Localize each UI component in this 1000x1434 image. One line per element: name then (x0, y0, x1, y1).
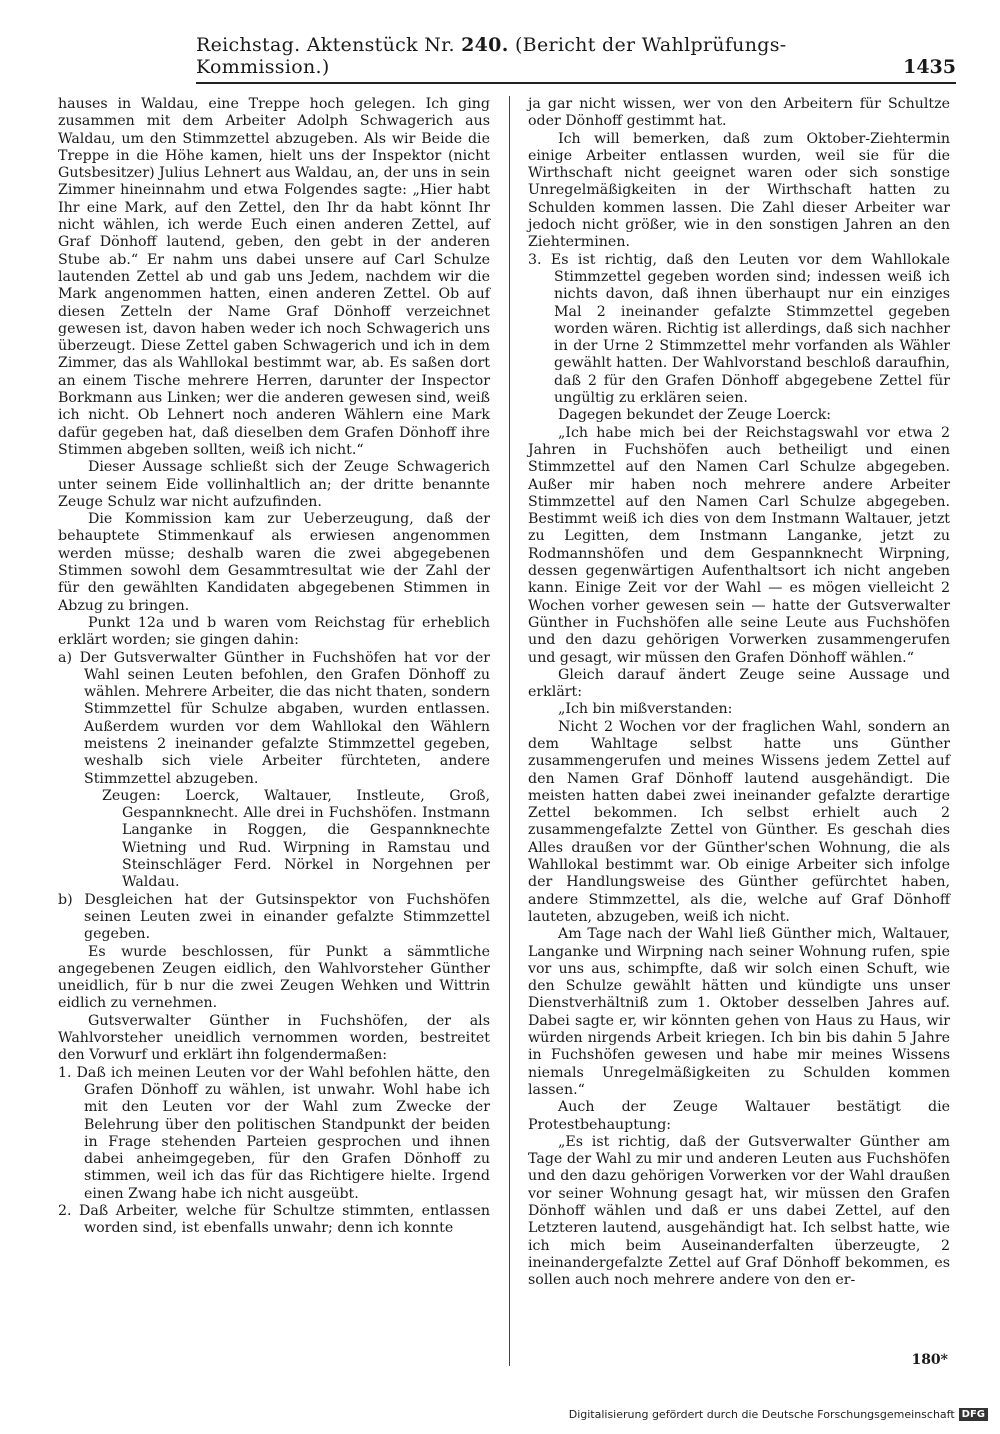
paragraph: Dieser Aussage schließt sich der Zeuge Schwagerich unter seinem Eide vollinhaltlich an; der dritte benannte Zeuge Schulz war nicht aufzufinden. (58, 459, 490, 510)
paragraph: Gutsverwalter Günther in Fuchshöfen, der als Wahlvorsteher uneidlich vernommen worden, bestreitet den Vorwurf und erklärt ihn folgendermaßen: (58, 1012, 490, 1064)
paragraph: Es wurde beschlossen, für Punkt a sämmtliche angegebenen Zeugen eidlich, den Wahlvorsteher Günther uneidlich, für b nur die zwei Zeugen Wehken und Wittrin eidlich zu vernehmen. (58, 943, 490, 1012)
quotation: „Es ist richtig, daß der Gutsverwalter Günther am Tage der Wahl zu mir und anderen Leuten aus Fuchshöfen und den dazu gehörigen Vorwerken vor der Wahl draußen vor seiner Wohnung gesagt hat, wir müssen den Grafen Dönhoff wählen und daß er uns dabei Zettel, auf den Letzteren lautend, ausgehändigt hat. Ich selbst hatte, wie ich mich beim Auseinanderfalten überzeugte, 2 ineinandergefalzte Zettel auf Graf Dönhoff bekommen, es sollen auch noch mehrere andere von den er- (528, 1133, 950, 1289)
paragraph: Auch der Zeuge Waltauer bestätigt die Protestbehauptung: (528, 1099, 950, 1133)
paragraph: Ich will bemerken, daß zum Oktober-Ziehtermin einige Arbeiter entlassen wurden, weil sie für die Wirthschaft nicht geeignet waren oder sich sonstige Unregelmäßigkeiten in der Wirthschaft hatten zu Schulden kommen lassen. Die Zahl dieser Arbeiter war jedoch nicht größer, wie in den sonstigen Jahren an den Ziehterminen. (528, 130, 950, 251)
list-item: 3. Es ist richtig, daß den Leuten vor dem Wahllokale Stimmzettel gegeben worden sind; indessen weiß ich nichts davon, daß ihnen überhaupt nur ein einziges Mal 2 ineinander gefalzte Stimmzettel gegeben worden wären. Richtig ist allerdings, daß sich nachher in der Urne 2 Stimmzettel mehr vorfanden als Wähler gewählt hatten. Der Wahlvorstand beschloß daraufhin, daß 2 für den Grafen Dönhoff abgegebene Zettel für ungültig zu erklären seien. (528, 251, 950, 407)
paragraph: Punkt 12a und b waren vom Reichstag für erheblich erklärt worden; sie gingen dahin: (58, 614, 490, 649)
quotation: „Ich bin mißverstanden: (558, 701, 733, 718)
left-column (58, 96, 490, 1238)
right-column (528, 96, 950, 1289)
paragraph: Dagegen bekundet der Zeuge Loerck: (558, 407, 832, 424)
running-title-prefix: Reichstag. Aktenstück Nr. (196, 34, 462, 56)
page-number: 1435 (903, 56, 956, 78)
quotation: Nicht 2 Wochen vor der fraglichen Wahl, sondern an dem Wahltage selbst hatte uns Günther zusammengerufen und meines Wissens jedem Zettel auf den Namen Graf Dönhoff lautend ausgehändigt. Die meisten hatten dabei zwei ineinander gefalzte derartige Zettel bekommen. Ich selbst erhielt auch 2 zusammengefalzte Zettel von Günther. Es geschah dies Alles draußen vor der Günther'schen Wohnung, die als Wahllokal bestimmt war. Ob einige Arbeiter sich infolge der Handlungsweise des Günther gefürchtet haben, andere Stimmzettel, als die, welche auf Graf Dönhoff lauteten, abzugeben, weiß ich nicht. (528, 718, 950, 925)
footer-credit: Digitalisierung gefördert durch die Deutsche Forschungsgemeinschaft (568, 1408, 955, 1421)
document-number: 240. (461, 34, 509, 56)
running-title-suffix: (Bericht der Wahlprüfungs-Kommission.) (196, 34, 787, 78)
list-item: 1. Daß ich meinen Leuten vor der Wahl befohlen hätte, den Grafen Dönhoff zu wählen, ist unwahr. Wohl habe ich mit den Leuten vor der Wahl zum Zwecke der Belehrung über den politischen Standpunkt der beiden in Frage stehenden Parteien gesprochen und ihnen dabei anheimgegeben, für den Grafen Dönhoff zu stimmen, weil ich das für das Richtigere hielte. Irgend einen Zwang habe ich nicht ausgeübt. (58, 1064, 490, 1202)
running-title (196, 34, 903, 82)
quotation: Am Tage nach der Wahl ließ Günther mich, Waltauer, Langanke und Wirpning nach seiner Wohnung rufen, spie vor uns aus, schimpfte, daß wir solch einen Schuft, wie den Schulze gewählt hätten und kündigte uns unser Dienstverhältniß zum 1. Oktober desselben Jahres auf. Dabei sagte er, wir könnten gehen von Haus zu Haus, wir würden nirgends Arbeit kriegen. Ich bin bis dahin 5 Jahre in Fuchshöfen gewesen und habe mir meines Wissens niemals Unregelmäßigkeiten zu Schulden kommen lassen.“ (528, 926, 950, 1098)
list-item: 2. Daß Arbeiter, welche für Schultze stimmten, entlassen worden sind, ist ebenfalls unwahr; denn ich konnte (58, 1203, 490, 1237)
footer (569, 1408, 988, 1421)
paragraph: Gleich darauf ändert Zeuge seine Aussage und erklärt: (528, 666, 950, 701)
signature-mark: 180* (911, 1352, 948, 1368)
quotation: „Ich habe mich bei der Reichstagswahl vor etwa 2 Jahren in Fuchshöfen auch betheiligt und einen Stimmzettel auf den Namen Carl Schulze abgegeben. Außer mir haben noch mehrere andere Arbeiter Stimmzettel auf den Namen Carl Schulze abgegeben. Bestimmt weiß ich dies von dem Instmann Waltauer, jetzt zu Legitten, dem Instmann Langanke, jetzt zu Rodmannshöfen und dem Gespannknecht Wirpning, dessen gegenwärtigen Aufenthaltsort ich nicht angeben kann. Einige Zeit vor der Wahl — es mögen vielleicht 2 Wochen vorher gewesen sein — hatte der Gutsverwalter Günther in Fuchshöfen alle seine Leute aus Fuchshöfen und den dazu gehörigen Vorwerken zusammengerufen und gesagt, wir müssen den Grafen Dönhoff wählen.“ (528, 424, 950, 666)
list-item: b) Desgleichen hat der Gutsinspektor von Fuchshöfen seinen Leuten zwei in einander gefalzte Stimmzettel gegeben. (58, 891, 490, 943)
paragraph: ja gar nicht wissen, wer von den Arbeitern für Schultze oder Dönhoff gestimmt hat. (528, 96, 950, 130)
paragraph: Die Kommission kam zur Ueberzeugung, daß der behauptete Stimmenkauf als erwiesen angenommen werden müsse; deshalb waren die zwei abgegebenen Stimmen sowohl dem Gesammtresultat wie der Zahl der für den gewählten Kandidaten abgegebenen Stimmen in Abzug zu bringen. (58, 511, 490, 614)
witness-list: Zeugen: Loerck, Waltauer, Instleute, Groß, Gespannknecht. Alle drei in Fuchshöfen. Instmann Langanke in Roggen, die Gespannknechte Wietning und Rud. Wirpning in Ramstau und Steinschläger Ferd. Nörkel in Norgehnen per Waldau. (102, 787, 490, 891)
dfg-logo-icon: DFG (959, 1408, 988, 1421)
column-divider (509, 96, 510, 1366)
list-item: a) Der Gutsverwalter Günther in Fuchshöfen hat vor der Wahl seinen Leuten befohlen, den Grafen Dönhoff zu wählen. Mehrere Arbeiter, die das nicht thaten, sondern Stimmzettel für Schulze abgaben, wurden entlassen. Außerdem wurden vor dem Wahllokal den Wählern meistens 2 ineinander gefalzte Stimmzettel gegeben, weshalb sich viele Arbeiter fürchteten, andere Stimmzettel abzugeben. (58, 649, 490, 787)
running-header (196, 34, 956, 84)
paragraph: hauses in Waldau, eine Treppe hoch gelegen. Ich ging zusammen mit dem Arbeiter Adolph Schwagerich aus Waldau, um den Stimmzettel abzugeben. Als wir Beide die Treppe in die Höhe kamen, hielt uns der Inspektor (nicht Gutsbesitzer) Julius Lehnert aus Waldau, an, der uns in sein Zimmer hineinnahm und etwa Folgendes sagte: „Hier habt Ihr eine Mark, auf den Zettel, den Ihr da habt könnt Ihr nicht wählen, ich werde Euch einen anderen Zettel, auf Graf Dönhoff lautend, geben, den gebt in der anderen Stube ab.“ Er nahm uns dabei unsere auf Carl Schulze lautenden Zettel ab und gab uns Jedem, nachdem wir die Mark angenommen hatten, einen anderen Zettel. Ob auf diesen Zetteln der Name Graf Dönhoff verzeichnet gewesen ist, davon haben weder ich noch Schwagerich uns überzeugt. Diese Zettel gaben Schwagerich und ich in dem Zimmer, das als Wahllokal bestimmt war, ab. Es saßen dort an einem Tische mehrere Herren, darunter der Inspector Borkmann aus Linken; wer die anderen gewesen sind, weiß ich nicht. Ob Lehnert noch anderen Wählern eine Mark dafür gegeben hat, daß dieselben dem Grafen Dönhoff ihre Stimmen abgeben sollten, weiß ich nicht.“ (58, 96, 490, 458)
